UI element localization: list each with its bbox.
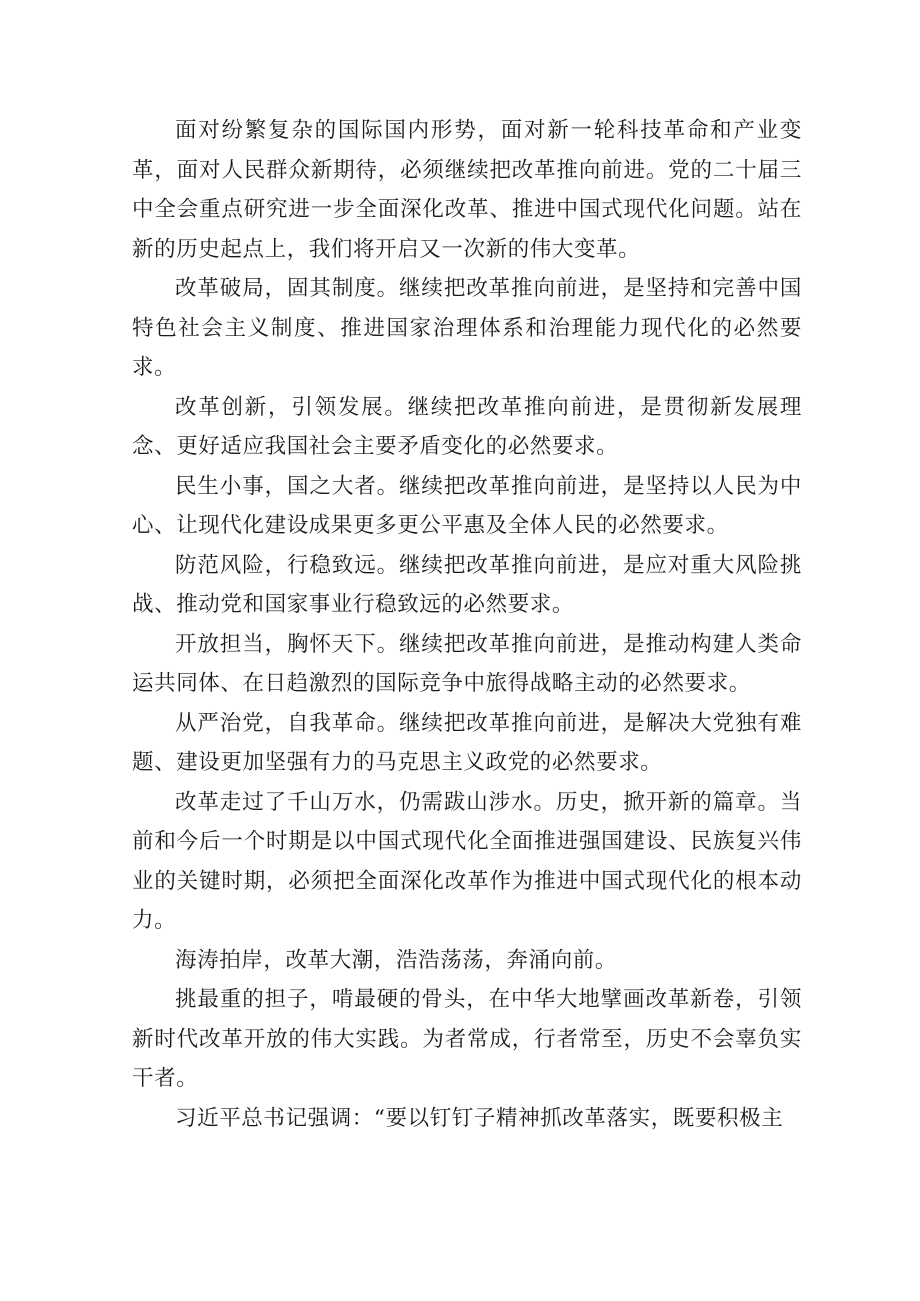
paragraph-10: 挑最重的担子，啃最硬的骨头，在中华大地擘画改革新卷，引领新时代改革开放的伟大实践。为者常成，行者常至，历史不会辜负实干者。 bbox=[132, 987, 802, 1091]
paragraph-9: 海涛拍岸，改革大潮，浩浩荡荡，奔涌向前。 bbox=[175, 947, 618, 973]
paragraph-11: 习近平总书记强调：“要以钉钉子精神抓改革落实，既要积极主 bbox=[175, 1105, 784, 1131]
paragraph-8: 改革走过了千山万水，仍需跋山涉水。历史，掀开新的篇章。当前和今后一个时期是以中国式现代化全面推进强国建设、民族复兴伟业的关键时期，必须把全面深化改革作为推进中国式现代化的根本动力。 bbox=[132, 789, 802, 933]
paragraph-2: 改革破局，固其制度。继续把改革推向前进，是坚持和完善中国特色社会主义制度、推进国家治理体系和治理能力现代化的必然要求。 bbox=[132, 276, 802, 380]
paragraph-1: 面对纷繁复杂的国际国内形势，面对新一轮科技革命和产业变革，面对人民群众新期待，必须继续把改革推向前进。党的二十届三中全会重点研究进一步全面深化改革、推进中国式现代化问题。站在新的历史起点上，我们将开启又一次新的伟大变革。 bbox=[132, 118, 802, 262]
paragraph-4: 民生小事，国之大者。继续把改革推向前进，是坚持以人民为中心、让现代化建设成果更多更公平惠及全体人民的必然要求。 bbox=[132, 473, 802, 538]
paragraph-6: 开放担当，胸怀天下。继续把改革推向前进，是推动构建人类命运共同体、在日趋激烈的国际竞争中旅得战略主动的必然要求。 bbox=[132, 631, 802, 696]
paragraph-3: 改革创新，引领发展。继续把改革推向前进，是贯彻新发展理念、更好适应我国社会主要矛盾变化的必然要求。 bbox=[132, 394, 802, 459]
paragraph-5: 防范风险，行稳致远。继续把改革推向前进，是应对重大风险挑战、推动党和国家事业行稳致远的必然要求。 bbox=[132, 552, 802, 617]
paragraph-7: 从严治党，自我革命。继续把改革推向前进，是解决大党独有难题、建设更加坚强有力的马克思主义政党的必然要求。 bbox=[132, 710, 802, 775]
document-body bbox=[132, 111, 802, 1138]
